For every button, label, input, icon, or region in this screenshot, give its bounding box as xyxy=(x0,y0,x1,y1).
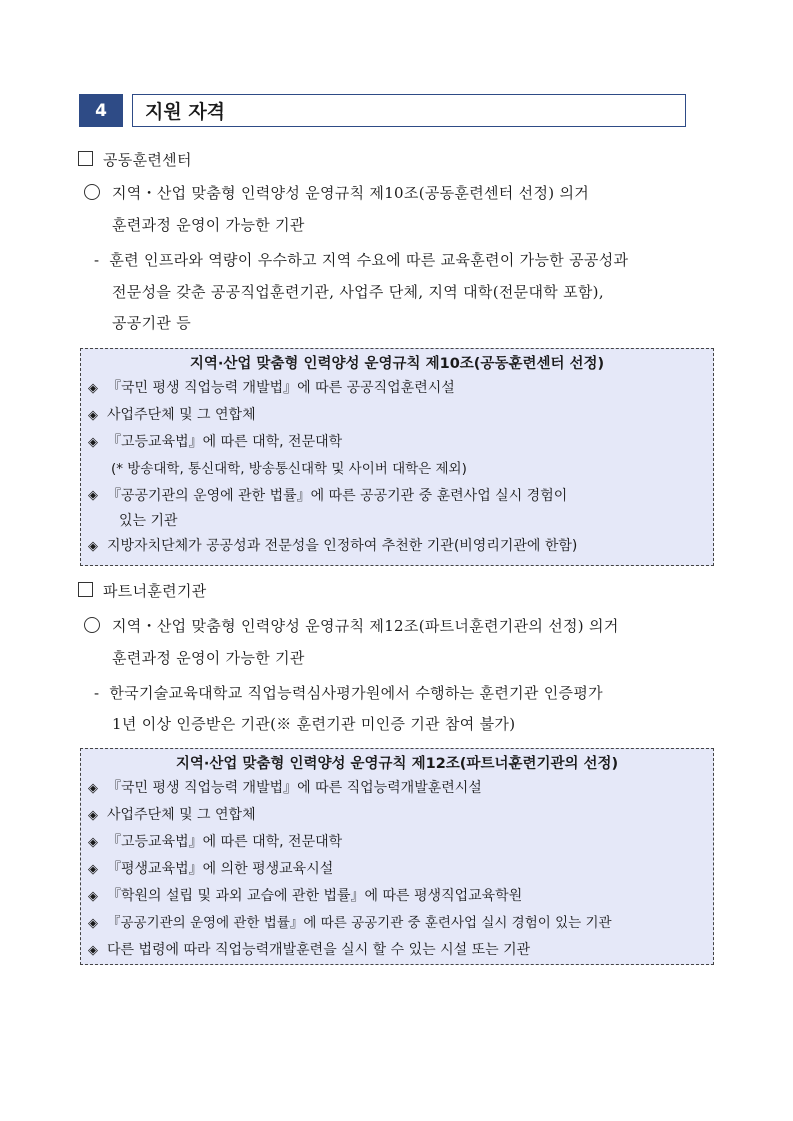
section-header xyxy=(79,94,686,127)
part1-dash-line2: 전문성을 갖춘 공공직업훈련기관, 사업주 단체, 지역 대학(전문대학 포함), xyxy=(112,283,604,301)
checkbox-square-icon xyxy=(78,582,93,597)
diamond-bullet-icon: ◈ xyxy=(88,943,98,958)
part1-heading: 공동훈련센터 xyxy=(103,151,192,169)
part2-box-title: 지역·산업 맞춤형 인력양성 운영규칙 제12조(파트너훈련기관의 선정) xyxy=(175,756,619,772)
list-item: ◈ 『국민 평생 직업능력 개발법』에 따른 공공직업훈련시설 xyxy=(81,375,713,402)
part2-heading: 파트너훈련기관 xyxy=(103,582,207,600)
part2-circle-line2: 훈련과정 운영이 가능한 기관 xyxy=(112,649,305,667)
part2-criteria-box xyxy=(80,748,714,965)
diamond-bullet-icon: ◈ xyxy=(88,781,98,796)
list-item: ◈ 다른 법령에 따라 직업능력개발훈련을 실시 할 수 있는 시설 또는 기관 xyxy=(81,937,713,964)
part2-heading-row xyxy=(78,580,207,601)
list-item: ◈ 지방자치단체가 공공성과 전문성을 인정하여 추천한 기관(비영리기관에 한함) xyxy=(81,533,713,560)
part2-dash-row xyxy=(94,682,603,703)
part1-circle-line2: 훈련과정 운영이 가능한 기관 xyxy=(112,216,305,234)
part2-circle-line1: 지역・산업 맞춤형 인력양성 운영규칙 제12조(파트너훈련기관의 선정) 의거 xyxy=(112,617,619,635)
list-item: ◈ 『고등교육법』에 따른 대학, 전문대학 xyxy=(81,829,713,856)
list-item: ◈ 『평생교육법』에 의한 평생교육시설 xyxy=(81,856,713,883)
diamond-bullet-icon: ◈ xyxy=(88,381,98,396)
list-item: ◈ 『공공기관의 운영에 관한 법률』에 따른 공공기관 중 훈련사업 실시 경험이 xyxy=(81,483,713,509)
checkbox-square-icon xyxy=(78,151,93,166)
part2-dash-line1: 한국기술교육대학교 직업능력심사평가원에서 수행하는 훈련기관 인증평가 xyxy=(109,684,603,702)
list-item: ◈ 『고등교육법』에 따른 대학, 전문대학 xyxy=(81,429,713,456)
part1-circle-line1: 지역・산업 맞춤형 인력양성 운영규칙 제10조(공동훈련센터 선정) 의거 xyxy=(112,184,590,202)
section-number: 4 xyxy=(79,94,123,127)
part1-dash-line3: 공공기관 등 xyxy=(112,314,192,332)
dash-bullet: - xyxy=(94,251,100,269)
part2-circle-row xyxy=(84,615,619,636)
diamond-bullet-icon: ◈ xyxy=(88,916,98,931)
diamond-bullet-icon: ◈ xyxy=(88,539,98,554)
list-item: ◈ 『학원의 설립 및 과외 교습에 관한 법률』에 따른 평생직업교육학원 xyxy=(81,883,713,910)
list-item: ◈ 사업주단체 및 그 연합체 xyxy=(81,802,713,829)
part2-dash-line2: 1년 이상 인증받은 기관(※ 훈련기관 미인증 기관 참여 불가) xyxy=(112,715,516,733)
section-title: 지원 자격 xyxy=(132,94,686,127)
part1-dash-row xyxy=(94,249,628,270)
diamond-bullet-icon: ◈ xyxy=(88,835,98,850)
diamond-bullet-icon: ◈ xyxy=(88,808,98,823)
part1-criteria-box xyxy=(80,348,714,566)
part1-dash-line1: 훈련 인프라와 역량이 우수하고 지역 수요에 따른 교육훈련이 가능한 공공성과 xyxy=(109,251,629,269)
part1-box-title: 지역·산업 맞춤형 인력양성 운영규칙 제10조(공동훈련센터 선정) xyxy=(189,356,605,372)
diamond-bullet-icon: ◈ xyxy=(88,862,98,877)
diamond-bullet-icon: ◈ xyxy=(88,435,98,450)
list-item-continuation: 있는 기관 xyxy=(119,513,178,529)
circle-bullet-icon xyxy=(84,184,100,200)
part1-circle-row xyxy=(84,182,589,203)
dash-bullet: - xyxy=(94,684,100,702)
list-item: ◈ 사업주단체 및 그 연합체 xyxy=(81,402,713,429)
exclusion-note: (* 방송대학, 통신대학, 방송통신대학 및 사이버 대학은 제외) xyxy=(111,461,467,477)
circle-bullet-icon xyxy=(84,617,100,633)
part1-heading-row xyxy=(78,149,192,170)
diamond-bullet-icon: ◈ xyxy=(88,488,98,503)
diamond-bullet-icon: ◈ xyxy=(88,408,98,423)
list-item: ◈ 『국민 평생 직업능력 개발법』에 따른 직업능력개발훈련시설 xyxy=(81,775,713,802)
list-item: ◈ 『공공기관의 운영에 관한 법률』에 따른 공공기관 중 훈련사업 실시 경험이 있는 기관 xyxy=(81,910,713,937)
diamond-bullet-icon: ◈ xyxy=(88,889,98,904)
